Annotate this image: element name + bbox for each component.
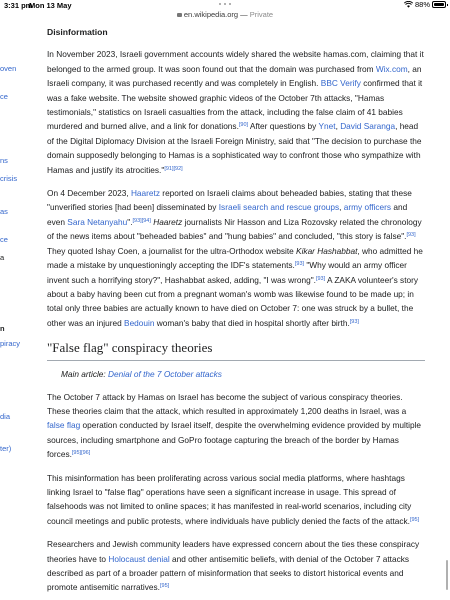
lock-icon [177, 13, 182, 17]
citation[interactable]: [95][96] [71, 450, 91, 457]
wix-link[interactable]: Wix.com [375, 63, 408, 74]
address-bar[interactable]: en.wikipedia.org — Private [0, 10, 450, 22]
status-bar [0, 0, 450, 10]
toc-item[interactable]: oven [0, 64, 17, 73]
citation[interactable]: [95] [159, 583, 170, 590]
toc-heading[interactable]: n [0, 324, 5, 333]
haaretz-link[interactable]: Haaretz [130, 188, 160, 199]
scrollbar[interactable] [446, 560, 448, 590]
citation[interactable]: [90] [238, 122, 249, 129]
section-heading-false-flag: "False flag" conspiracy theories [47, 339, 425, 361]
paragraph: The October 7 attack by Hamas on Israel has become the subject of various conspiracy theories. These theories claim that the attack, which resulted in approximately 1,200 deaths in Israel, was a false flag operation conducted by Israel itself, despite the overwhelming evidence provided by multiple sources, including smartphone and GoPro footage capturing the breach of the border by Hamas forces.[95][96] [47, 391, 422, 460]
private-mode-label: Private [249, 10, 274, 19]
citation[interactable]: [93][94] [132, 217, 151, 224]
false-flag-link[interactable]: false flag [47, 420, 81, 431]
holocaust-denial-link[interactable]: Holocaust denial [108, 553, 170, 564]
citation[interactable]: [93] [315, 275, 326, 282]
article-content [47, 22, 425, 600]
citation[interactable]: [91][92] [164, 165, 183, 172]
toc-item[interactable]: dia [0, 412, 11, 421]
citation[interactable]: [93] [349, 318, 359, 325]
citation[interactable]: [93] [406, 232, 416, 239]
bedouin-link[interactable]: Bedouin [124, 317, 155, 328]
army-officers-link[interactable]: army officers [343, 202, 392, 213]
url-text: en.wikipedia.org [183, 10, 239, 19]
ynet-link[interactable]: Ynet [318, 121, 336, 132]
toc-item[interactable]: ce [0, 92, 8, 101]
toc-sidebar [0, 22, 36, 600]
paragraph: Researchers and Jewish community leaders have expressed concern about the ties these conspiracy theories have to Holocaust denial and other antisemitic beliefs, with denial of the October 7 attacks described as part of a broader pattern of misinformation that seeks to distort historical events and promote antisemitic narratives.[95] [47, 539, 420, 593]
section-heading: Disinformation [47, 27, 108, 37]
status-right [404, 0, 446, 9]
toc-item[interactable]: ter) [0, 444, 12, 453]
denial-article-link[interactable]: Denial of the 7 October attacks [108, 369, 222, 380]
multitasking-dots-icon[interactable] [219, 3, 231, 5]
wifi-icon [404, 1, 413, 8]
david-saranga-link[interactable]: David Saranga [340, 121, 396, 132]
toc-item[interactable]: as [0, 207, 8, 216]
battery-percent: 88% [414, 0, 430, 9]
bbc-verify-link[interactable]: BBC Verify [320, 78, 361, 89]
battery-icon [432, 1, 446, 8]
paragraph: This misinformation has been proliferating across various social media platforms, where hashtags linking Israel to "false flag" operations have seen a significant increase in usage. This spread of falsehoods was not limited to online spaces; it has manifested in real-world scenarios, including city council meetings and public protests, where individuals have publicly denied the facts of the attack.[95] [47, 472, 420, 526]
main-article-hatnote: Main article: Denial of the 7 October attacks [61, 369, 222, 380]
paragraph: In November 2023, Israeli government accounts widely shared the website hamas.com, claiming that it belonged to the armed group. It was soon found out that the domain was purchased from Wix.com, an Israeli company, it was purchased recently and was completely in English. BBC Verify confirmed that it was a fake website. The website showed graphic videos of the October 7th attacks, "Hamas testimonials," statistics on Israeli casualties from the attack, including the false claim of 41 babies murdered and burned alive, and a link for donations.[90] After questions by Ynet, David Saranga, head of the Digital Diplomacy Division at the Israeli Foreign Ministry, said that "The decision to purchase the domain supposedly belonging to Hamas is a sophisticated way to confront those who sympathize with Hamas and justify its atrocities."[91][92] [47, 49, 424, 175]
toc-item[interactable]: ns [0, 156, 8, 165]
sara-netanyahu-link[interactable]: Sara Netanyahu [67, 216, 128, 227]
toc-item[interactable]: ce [0, 235, 8, 244]
citation[interactable]: [95] [409, 516, 420, 523]
status-time: 3:31 pm [4, 1, 33, 10]
search-rescue-link[interactable]: Israeli search and rescue groups [218, 202, 340, 213]
toc-item[interactable]: piracy [0, 339, 21, 348]
toc-item[interactable]: crisis [0, 174, 18, 183]
paragraph: On 4 December 2023, Haaretz reported on Israeli claims about beheaded babies, stating that these "unverified stories [had been] disseminated by Israeli search and rescue groups, army officers and even Sara Netanyahu".[93][94] Haaretz journalists Nir Hasson and Liza Rozovsky related the chronology of the news items about "beheaded babies" and "hung babies" and concluded, "this story is false".[93] They quoted Ishay Coen, a journalist for the ultra-Orthodox website Kikar Hashabbat, who admitted he made a mistake by unquestioningly accepting the IDF's statements.[93] "Why would an army officer invent such a horrifying story?", Hashabbat asked, adding, "I was wrong".[93] A ZAKA volunteer's story about a baby having been cut from a pregnant woman's womb was likewise found to be made up; in total only three babies are actually known to have died on October 7: one was struck by a bullet, the other was an injured Bedouin woman's baby that died in hospital shortly after birth.[93] [47, 188, 423, 328]
toc-item[interactable]: a [0, 253, 5, 262]
status-date: Mon 13 May [29, 1, 72, 10]
citation[interactable]: [93] [294, 261, 305, 268]
